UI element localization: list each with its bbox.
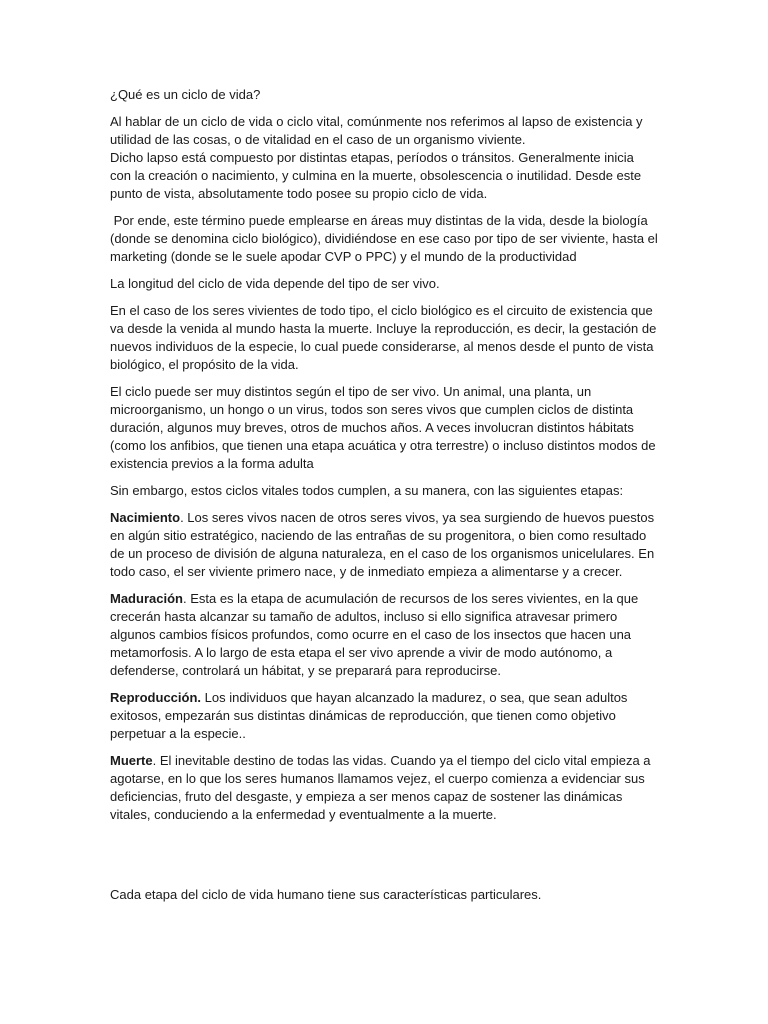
- stage-maturation-text: . Esta es la etapa de acumulación de recursos de los seres vivientes, en la que crecerán hasta alcanzar su tamaño de adultos, incluso si ello significa atravesar primero algunos cambios físicos profundos, como ocurre en el caso de los insectos que hacen una metamorfosis. A lo largo de esta etapa el ser vivo aprende a vivir de modo autónomo, a defenderse, controlará un hábitat, y se preparará para reproducirse.: [110, 591, 639, 678]
- paragraph-length: La longitud del ciclo de vida depende del tipo de ser vivo.: [110, 276, 440, 291]
- paragraph-stages-intro: Sin embargo, estos ciclos vitales todos cumplen, a su manera, con las siguientes etapas:: [110, 483, 624, 498]
- stage-birth-term: Nacimiento: [110, 510, 181, 525]
- stage-reproduction-text: Los individuos que hayan alcanzado la madurez, o sea, que sean adultos exitosos, empezarán sus distintas dinámicas de reproducción, que tienen como objetivo perpetuar a la especie..: [110, 690, 628, 741]
- paragraph-definition-line2: Dicho lapso está compuesto por distintas etapas, períodos o tránsitos. Generalmente inicia con la creación o nacimiento, y culmina en la muerte, obsolescencia o inutilidad. Desde este punto de vista, absolutamente todo posee su propio ciclo de vida.: [110, 150, 642, 201]
- stage-death: [110, 752, 658, 824]
- stage-maturation-term: Maduración: [110, 591, 183, 606]
- stage-birth-text: . Los seres vivos nacen de otros seres vivos, ya sea surgiendo de huevos puestos en algún sitio estratégico, naciendo de las entrañas de su progenitora, o bien como resultado de un proceso de división de alguna naturaleza, en el caso de los organismos unicelulares. En todo caso, el ser viviente primero nace, y de inmediato empieza a alimentarse y a crecer.: [110, 510, 655, 579]
- paragraph-definition-line1: Al hablar de un ciclo de vida o ciclo vital, comúnmente nos referimos al lapso de existencia y utilidad de las cosas, o de vitalidad en el caso de un organismo viviente.: [110, 114, 643, 147]
- stage-reproduction: [110, 689, 658, 743]
- stage-death-text: . El inevitable destino de todas las vidas. Cuando ya el tiempo del ciclo vital empieza a agotarse, en lo que los seres humanos llamamos vejez, el cuerpo comienza a evidenciar sus deficiencias, fruto del desgaste, y empieza a ser menos capaz de sostener las dinámicas vitales, conduciendo a la enfermedad y eventualmente a la muerte.: [110, 753, 651, 822]
- paragraph-definition: [110, 113, 658, 203]
- stage-maturation: [110, 590, 658, 680]
- paragraph-areas: Por ende, este término puede emplearse en áreas muy distintas de la vida, desde la biología (donde se denomina ciclo biológico), dividiéndose en ese caso por tipo de ser viviente, hasta el marketing (donde se le suele apodar CVP o PPC) y el mundo de la productividad: [110, 213, 662, 264]
- paragraph-biological-cycle: En el caso de los seres vivientes de todo tipo, el ciclo biológico es el circuito de existencia que va desde la venida al mundo hasta la muerte. Incluye la reproducción, es decir, la gestación de nuevos individuos de la especie, lo cual puede considerarse, al menos desde el punto de vista biológico, el propósito de la vida.: [110, 303, 657, 372]
- document-page: [110, 86, 662, 913]
- stage-birth: [110, 509, 658, 581]
- stage-death-term: Muerte: [110, 753, 153, 768]
- paragraph-cycle-types: El ciclo puede ser muy distintos según el tipo de ser vivo. Un animal, una planta, un microorganismo, un hongo o un virus, todos son seres vivos que cumplen ciclos de distinta duración, algunos muy breves, otros de muchos años. A veces involucran distintos hábitats (como los anfibios, que tienen una etapa acuática y otra terrestre) o incluso distintos modos de existencia previos a la forma adulta: [110, 384, 656, 471]
- stage-reproduction-term: Reproducción.: [110, 690, 202, 705]
- document-heading: ¿Qué es un ciclo de vida?: [110, 87, 261, 102]
- paragraph-final: Cada etapa del ciclo de vida humano tiene sus características particulares.: [110, 887, 542, 902]
